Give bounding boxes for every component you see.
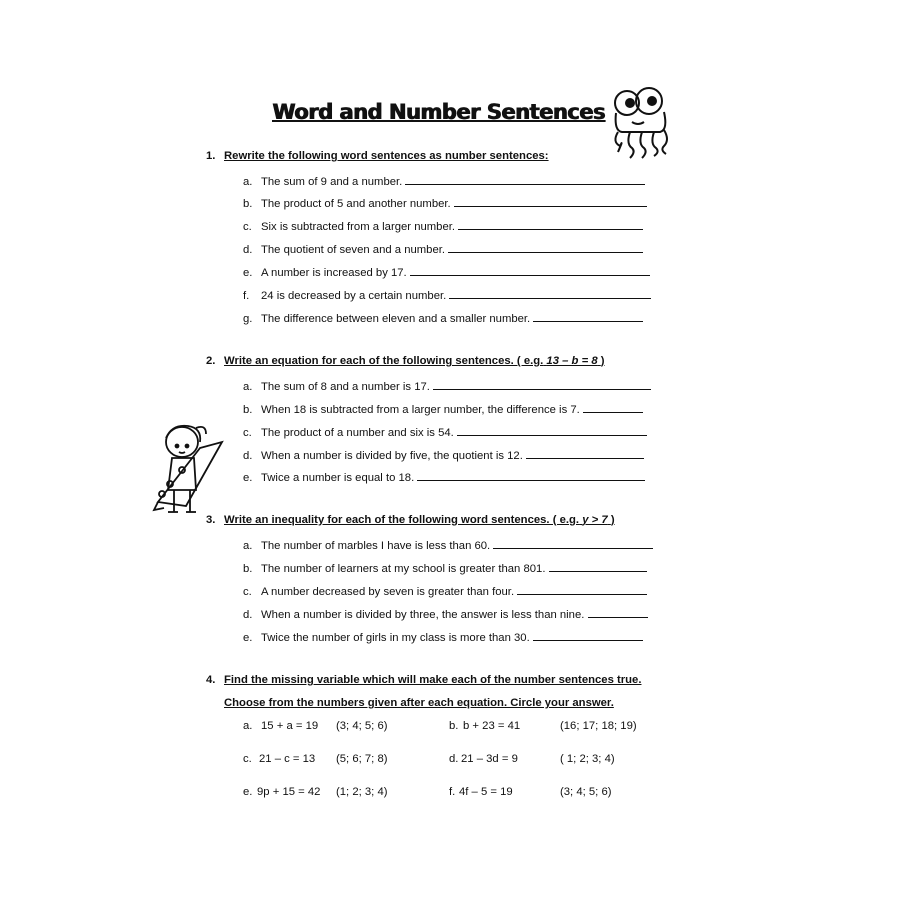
answer-blank[interactable]	[533, 310, 643, 322]
section-1-heading: 1. Rewrite the following word sentences as number sentences:	[206, 150, 549, 162]
answer-blank[interactable]	[410, 264, 650, 276]
list-item: c. Six is subtracted from a larger number.	[243, 218, 643, 233]
equation-choices[interactable]: (16; 17; 18; 19)	[560, 720, 637, 732]
section-3-heading: 3. Write an inequality for each of the following word sentences. ( e.g. y > 7 )	[206, 514, 615, 526]
answer-blank[interactable]	[417, 469, 645, 481]
list-item: e. A number is increased by 17.	[243, 264, 650, 279]
equation-choices[interactable]: (5; 6; 7; 8)	[336, 753, 388, 765]
answer-blank[interactable]	[458, 218, 643, 230]
list-item: d. When a number is divided by three, the answer is less than nine.	[243, 606, 648, 621]
answer-blank[interactable]	[549, 560, 647, 572]
equation-choices[interactable]: (3; 4; 5; 6)	[560, 786, 612, 798]
equation: b + 23 = 41	[463, 720, 521, 732]
list-item: d. The quotient of seven and a number.	[243, 241, 643, 256]
list-item: c. The product of a number and six is 54.	[243, 424, 647, 439]
answer-blank[interactable]	[454, 195, 647, 207]
jellyfish-icon	[608, 86, 674, 162]
list-item: c. A number decreased by seven is greater than four.	[243, 583, 647, 598]
section-4-subheading: Choose from the numbers given after each equation. Circle your answer.	[224, 697, 614, 709]
equation-label: c.	[243, 753, 252, 765]
equation-label: a.	[243, 720, 253, 732]
answer-blank[interactable]	[583, 401, 643, 413]
equation-choices[interactable]: (1; 2; 3; 4)	[336, 786, 388, 798]
equation: 4f – 5 = 19	[459, 786, 513, 798]
equation-choices[interactable]: (3; 4; 5; 6)	[336, 720, 388, 732]
list-item: b. The number of learners at my school is greater than 801.	[243, 560, 647, 575]
list-item: d. When a number is divided by five, the quotient is 12.	[243, 447, 644, 462]
equation: 15 + a = 19	[261, 720, 319, 732]
page-title: Word and Number Sentences	[272, 100, 605, 124]
list-item: a. The number of marbles I have is less than 60.	[243, 537, 653, 552]
answer-blank[interactable]	[405, 173, 645, 185]
equation-label: e.	[243, 786, 253, 798]
answer-blank[interactable]	[433, 378, 651, 390]
answer-blank[interactable]	[493, 537, 653, 549]
equation: 21 – 3d = 9	[461, 753, 518, 765]
answer-blank[interactable]	[449, 287, 651, 299]
answer-blank[interactable]	[588, 606, 648, 618]
list-item: b. The product of 5 and another number.	[243, 195, 647, 210]
list-item: f. 24 is decreased by a certain number.	[243, 287, 651, 302]
equation-label: b.	[449, 720, 459, 732]
girl-with-pencil-icon	[152, 420, 228, 520]
list-item: b. When 18 is subtracted from a larger number, the difference is 7.	[243, 401, 643, 416]
equation: 9p + 15 = 42	[257, 786, 321, 798]
section-2-heading: 2. Write an equation for each of the following sentences. ( e.g. 13 – b = 8 )	[206, 355, 605, 367]
equation-label: f.	[449, 786, 456, 798]
equation: 21 – c = 13	[259, 753, 316, 765]
answer-blank[interactable]	[533, 629, 643, 641]
list-item: e. Twice the number of girls in my class is more than 30.	[243, 629, 643, 644]
list-item: e. Twice a number is equal to 18.	[243, 469, 645, 484]
answer-blank[interactable]	[448, 241, 643, 253]
list-item: a. The sum of 9 and a number.	[243, 173, 645, 188]
answer-blank[interactable]	[517, 583, 647, 595]
list-item: a. The sum of 8 and a number is 17.	[243, 378, 651, 393]
list-item: g. The difference between eleven and a smaller number.	[243, 310, 643, 325]
equation-choices[interactable]: ( 1; 2; 3; 4)	[560, 753, 615, 765]
section-4-heading: 4. Find the missing variable which will make each of the number sentences true.	[206, 674, 642, 686]
equation-label: d.	[449, 753, 459, 765]
answer-blank[interactable]	[457, 424, 647, 436]
answer-blank[interactable]	[526, 447, 644, 459]
